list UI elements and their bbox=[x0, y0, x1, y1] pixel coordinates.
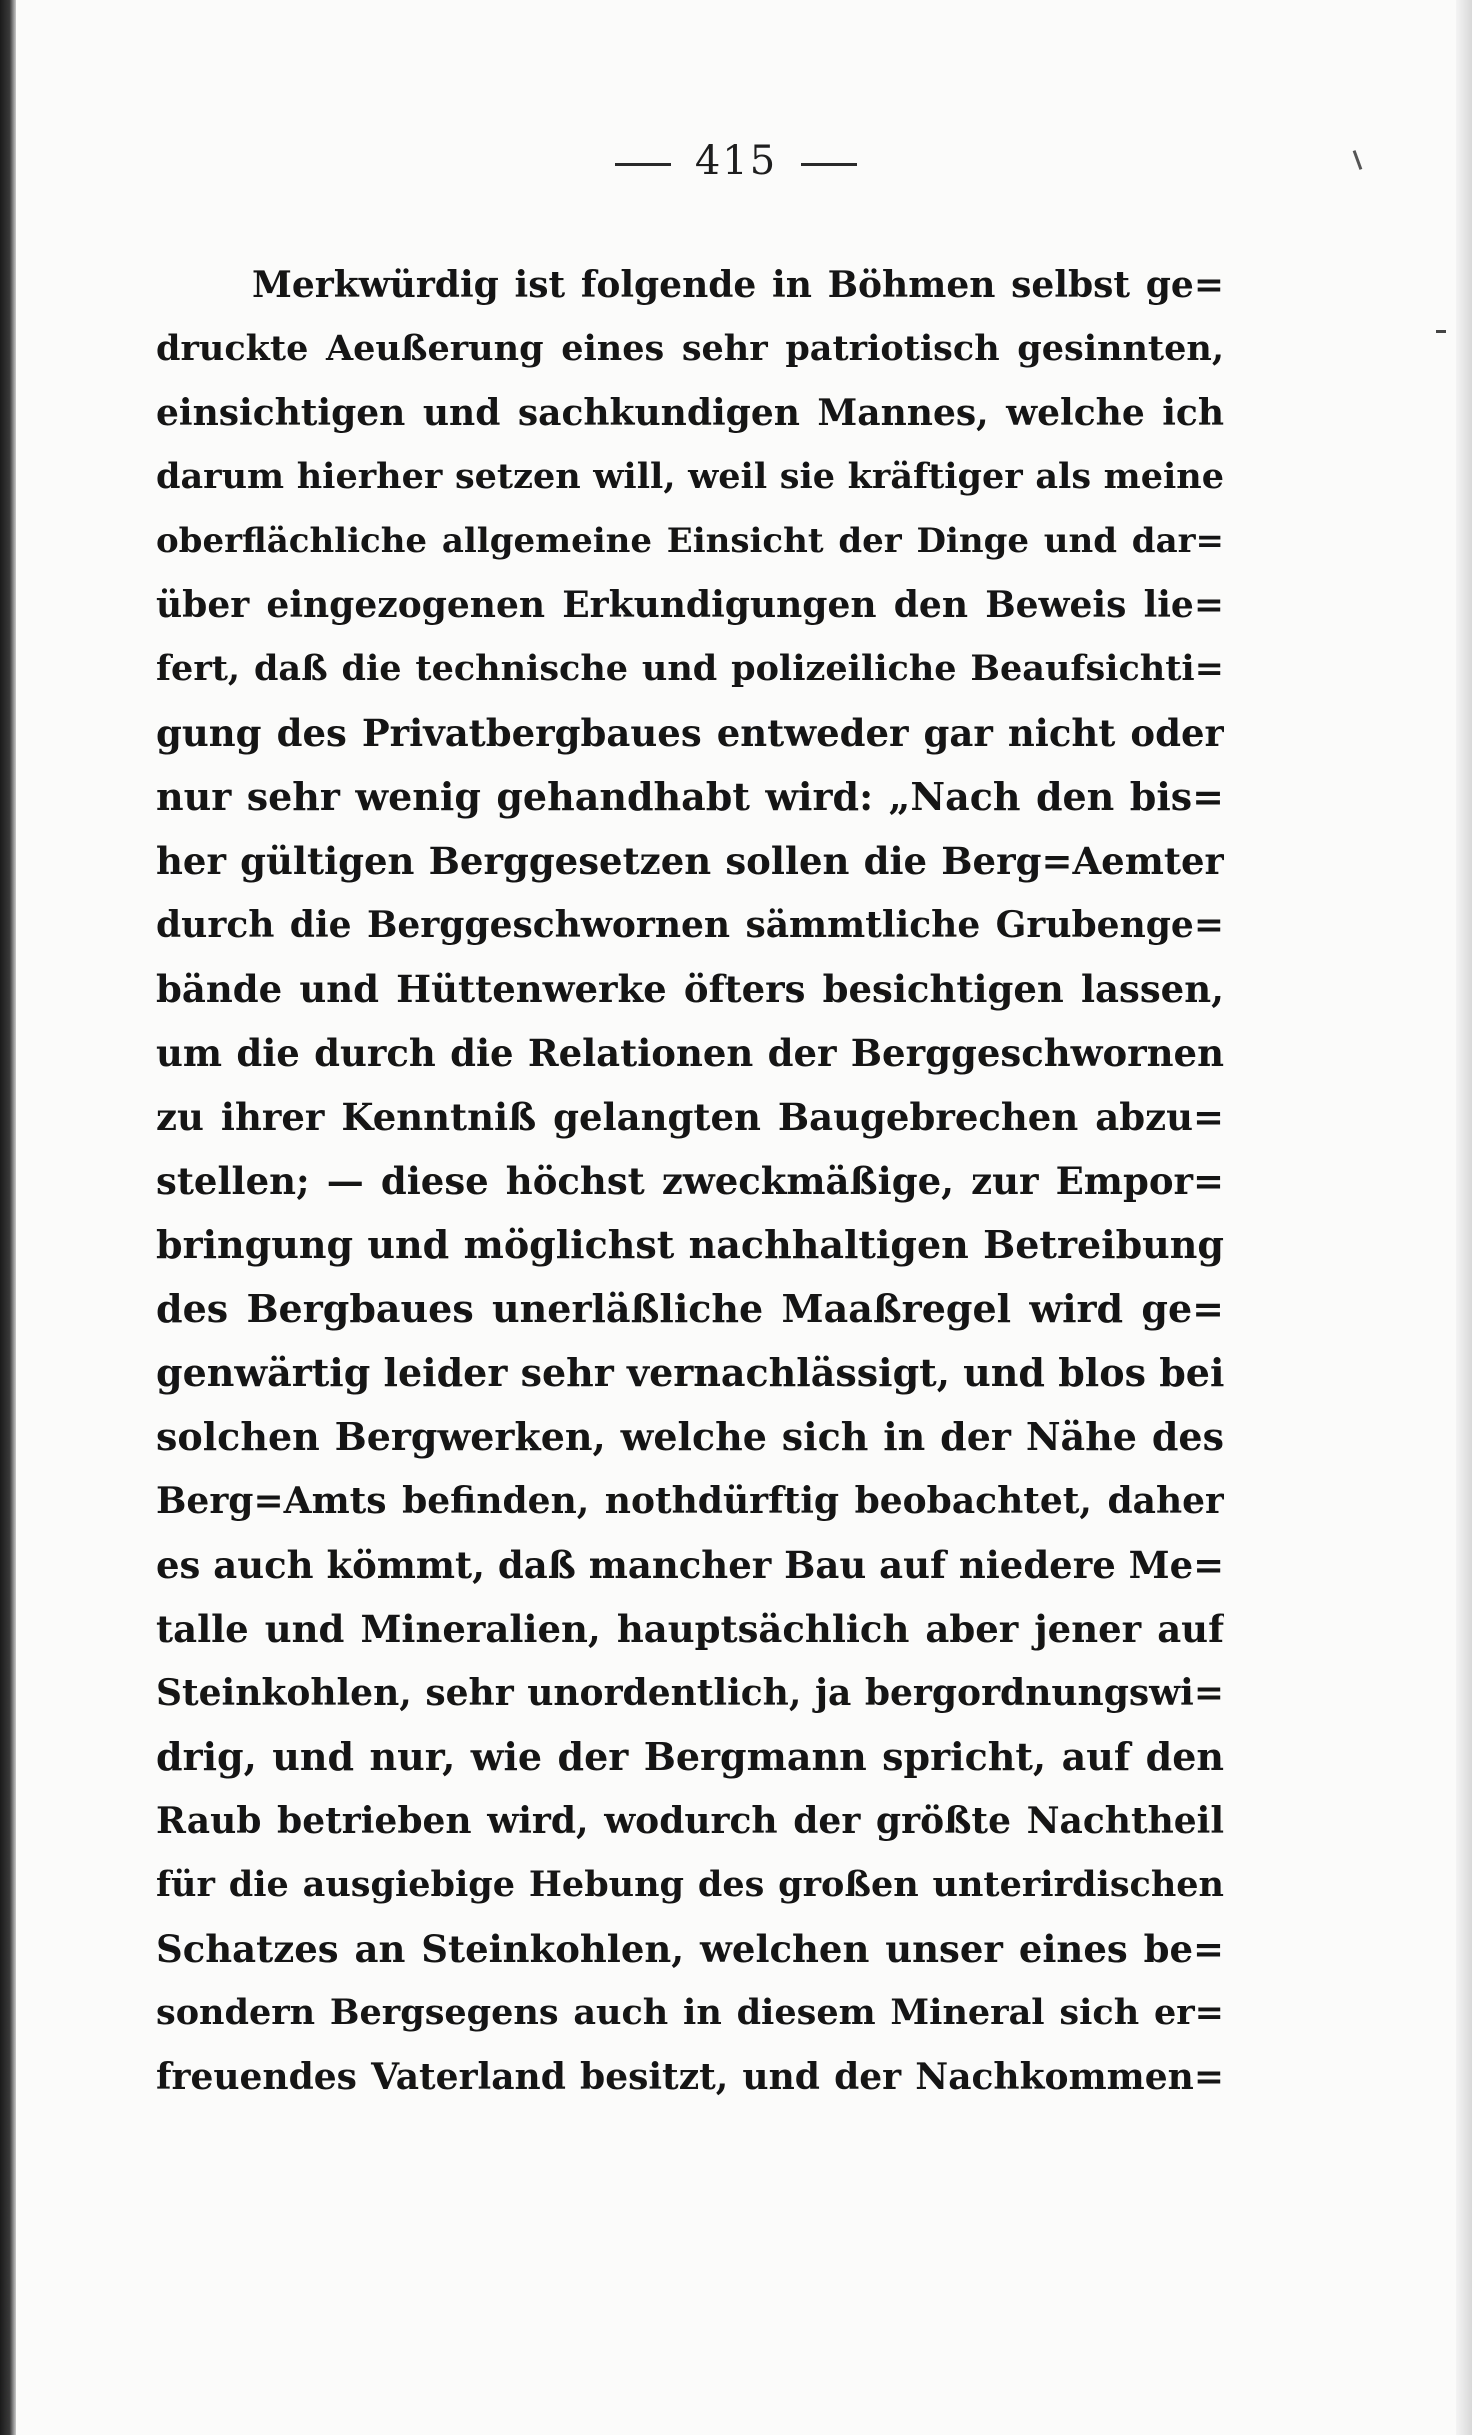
text-line: des Bergbaues unerläßliche Maaßregel wird ge= bbox=[156, 1286, 1224, 1331]
text-line: druckte Aeußerung eines sehr patriotisch gesinnten, bbox=[156, 328, 1224, 369]
text-line: solchen Bergwerken, welche sich in der Nähe des bbox=[156, 1414, 1224, 1459]
text-line: bringung und möglichst nachhaltigen Betreibung bbox=[156, 1222, 1224, 1267]
page-header bbox=[0, 138, 1472, 184]
text-line: talle und Mineralien, hauptsächlich aber jener auf bbox=[156, 1607, 1224, 1651]
text-line: für die ausgiebige Hebung des großen unterirdischen bbox=[156, 1864, 1224, 1905]
text-line: freuendes Vaterland besitzt, und der Nachkommen= bbox=[156, 2056, 1224, 2098]
text-line: oberflächliche allgemeine Einsicht der Dinge und dar= bbox=[156, 521, 1224, 561]
text-line: Raub betrieben wird, wodurch der größte Nachtheil bbox=[156, 1800, 1224, 1842]
text-line: Merkwürdig ist folgende in Böhmen selbst ge= bbox=[252, 264, 1224, 306]
text-line: fert, daß die technische und polizeiliche Beaufsichti= bbox=[156, 648, 1224, 689]
margin-dash-mark bbox=[1436, 330, 1446, 333]
header-left-dash bbox=[615, 163, 671, 166]
text-line: über eingezogenen Erkundigungen den Beweis lie= bbox=[156, 584, 1224, 626]
text-line: stellen; — diese höchst zweckmäßige, zur Empor= bbox=[156, 1159, 1224, 1203]
page-number: 415 bbox=[694, 138, 778, 184]
text-line: zu ihrer Kenntniß gelangten Baugebrechen abzu= bbox=[156, 1095, 1224, 1139]
text-line: sondern Bergsegens auch in diesem Mineral sich er= bbox=[156, 1992, 1224, 2033]
text-line: drig, und nur, wie der Bergmann spricht, auf den bbox=[156, 1734, 1224, 1779]
text-line: durch die Berggeschwornen sämmtliche Grubenge= bbox=[156, 904, 1224, 946]
text-line: einsichtigen und sachkundigen Mannes, welche ich bbox=[156, 392, 1224, 434]
text-line: es auch kömmt, daß mancher Bau auf niedere Me= bbox=[156, 1543, 1224, 1587]
text-line: gung des Privatbergbaues entweder gar nicht oder bbox=[156, 711, 1224, 755]
text-line: bände und Hüttenwerke öfters besichtigen lassen, bbox=[156, 967, 1224, 1011]
text-line: Schatzes an Steinkohlen, welchen unser eines be= bbox=[156, 1927, 1224, 1971]
body-text bbox=[156, 253, 1224, 2109]
text-line: um die durch die Relationen der Berggeschwornen bbox=[156, 1031, 1224, 1075]
text-line: genwärtig leider sehr vernachlässigt, und blos bei bbox=[156, 1350, 1224, 1395]
text-line: her gültigen Berggesetzen sollen die Berg=Aemter bbox=[156, 839, 1224, 883]
text-line: Steinkohlen, sehr unordentlich, ja bergordnungswi= bbox=[156, 1672, 1224, 1714]
scan-right-border bbox=[1456, 0, 1472, 2435]
scan-left-border bbox=[0, 0, 16, 2435]
text-line: darum hierher setzen will, weil sie kräftiger als meine bbox=[156, 456, 1224, 497]
text-line: nur sehr wenig gehandhabt wird: „Nach den bis= bbox=[156, 774, 1224, 819]
text-line: Berg=Amts befinden, nothdürftig beobachtet, daher bbox=[156, 1480, 1224, 1522]
header-right-dash bbox=[801, 163, 857, 166]
